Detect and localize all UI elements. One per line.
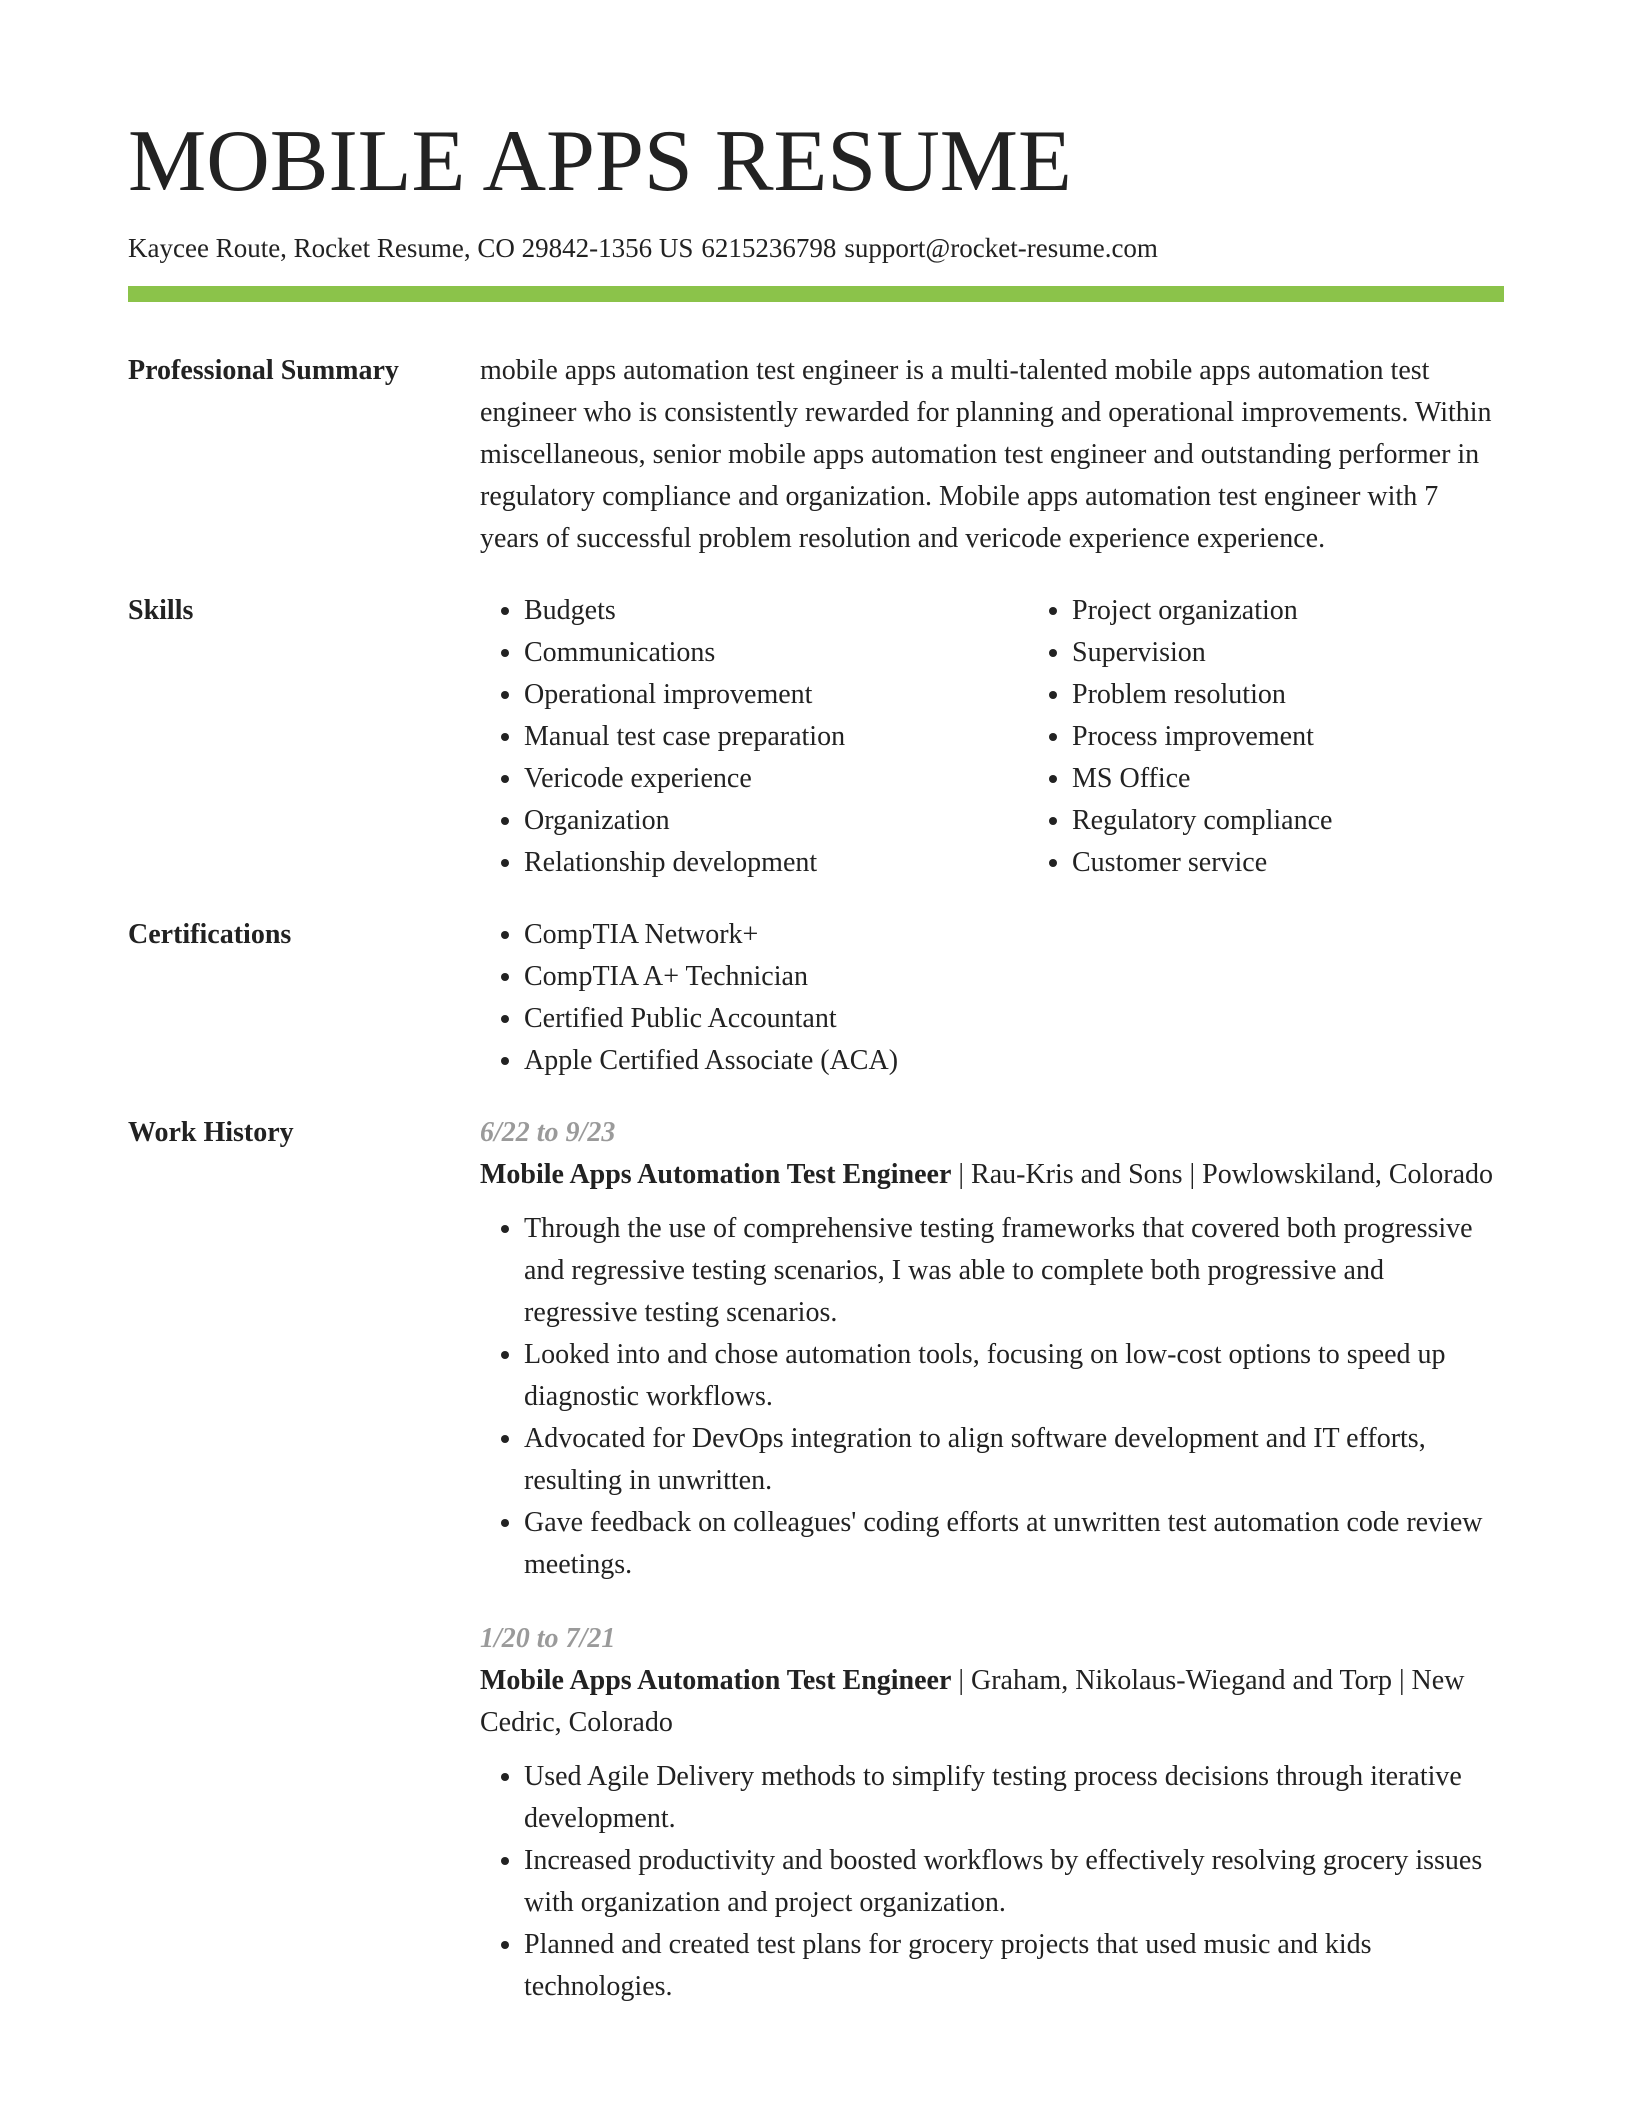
skill-item: • Organization (524, 800, 1028, 842)
job-bullet: • Gave feedback on colleagues' coding efforts at unwritten test automation code review meetings. (524, 1502, 1504, 1586)
job-details: | Graham, Nikolaus-Wiegand and Torp | New Cedric, Colorado (480, 1665, 1465, 1739)
contact-phone: 6215236798 (701, 233, 837, 263)
contact-email: support@rocket-resume.com (844, 233, 1158, 263)
job-bullets (480, 1208, 1504, 1586)
certification-item: • CompTIA A+ Technician (524, 956, 1504, 998)
job-entry (480, 1112, 1504, 1586)
skill-item: • Manual test case preparation (524, 716, 1028, 758)
job-bullet: • Looked into and chose automation tools, focusing on low-cost options to speed up diagnostic workflows. (524, 1334, 1504, 1418)
certifications-section (128, 914, 1504, 1082)
skill-item: • Budgets (524, 590, 1028, 632)
work-history-label: Work History (128, 1117, 294, 1149)
skill-item: • Operational improvement (524, 674, 1028, 716)
skills-label: Skills (128, 595, 194, 627)
job-bullets (480, 1756, 1504, 2008)
skill-item: • Supervision (1072, 632, 1576, 674)
work-history-list (480, 1112, 1504, 2008)
skills-column-1 (480, 590, 1028, 884)
skill-item: • Customer service (1072, 842, 1576, 884)
certifications-list (480, 914, 1504, 1082)
job-details: | Rau-Kris and Sons | Powlowskiland, Colorado (951, 1159, 1494, 1191)
certification-item: • Certified Public Accountant (524, 998, 1504, 1040)
certification-item: • Apple Certified Associate (ACA) (524, 1040, 1504, 1082)
job-role: Mobile Apps Automation Test Engineer (480, 1159, 952, 1191)
job-bullet: • Increased productivity and boosted workflows by effectively resolving grocery issues with organization and project organization. (524, 1840, 1504, 1924)
skill-item: • Problem resolution (1072, 674, 1576, 716)
contact-line (128, 232, 1504, 264)
summary-text: mobile apps automation test engineer is a multi-talented mobile apps automation test engineer who is consistently rewarded for planning and operational improvements. Within miscellaneous, senior mobile apps automation test engineer and outstanding performer in regulatory compliance and organization. Mobile apps automation test engineer with 7 years of successful problem resolution and vericode experience experience. (480, 355, 1492, 555)
job-bullet: • Used Agile Delivery methods to simplify testing process decisions through iterative development. (524, 1756, 1504, 1840)
skill-item: • Relationship development (524, 842, 1028, 884)
page-title: MOBILE APPS RESUME (128, 113, 1072, 210)
skill-item: • Vericode experience (524, 758, 1028, 800)
job-bullet: • Planned and created test plans for grocery projects that used music and kids technologies. (524, 1924, 1504, 2008)
header-divider (128, 286, 1504, 302)
skills-section (128, 590, 1504, 884)
job-dates: 6/22 to 9/23 (480, 1117, 616, 1149)
skill-item: • Communications (524, 632, 1028, 674)
work-history-section (128, 1112, 1504, 2008)
skill-item: • Project organization (1072, 590, 1576, 632)
summary-label: Professional Summary (128, 355, 399, 387)
job-heading (480, 1660, 1504, 1744)
certification-item: • CompTIA Network+ (524, 914, 1504, 956)
skill-item: • MS Office (1072, 758, 1576, 800)
certifications-label: Certifications (128, 919, 292, 951)
skills-column-2 (1028, 590, 1576, 884)
skill-item: • Process improvement (1072, 716, 1576, 758)
skills-list (480, 590, 1576, 884)
job-bullet: • Advocated for DevOps integration to align software development and IT efforts, resulting in unwritten. (524, 1418, 1504, 1502)
skill-item: • Regulatory compliance (1072, 800, 1576, 842)
summary-section (128, 350, 1504, 560)
job-heading (480, 1154, 1504, 1196)
contact-address: Kaycee Route, Rocket Resume, CO 29842-1356 US (128, 233, 694, 263)
job-role: Mobile Apps Automation Test Engineer (480, 1665, 952, 1697)
job-bullet: • Through the use of comprehensive testing frameworks that covered both progressive and regressive testing scenarios, I was able to complete both progressive and regressive testing scenarios. (524, 1208, 1504, 1334)
job-entry (480, 1618, 1504, 2008)
job-dates: 1/20 to 7/21 (480, 1623, 616, 1655)
